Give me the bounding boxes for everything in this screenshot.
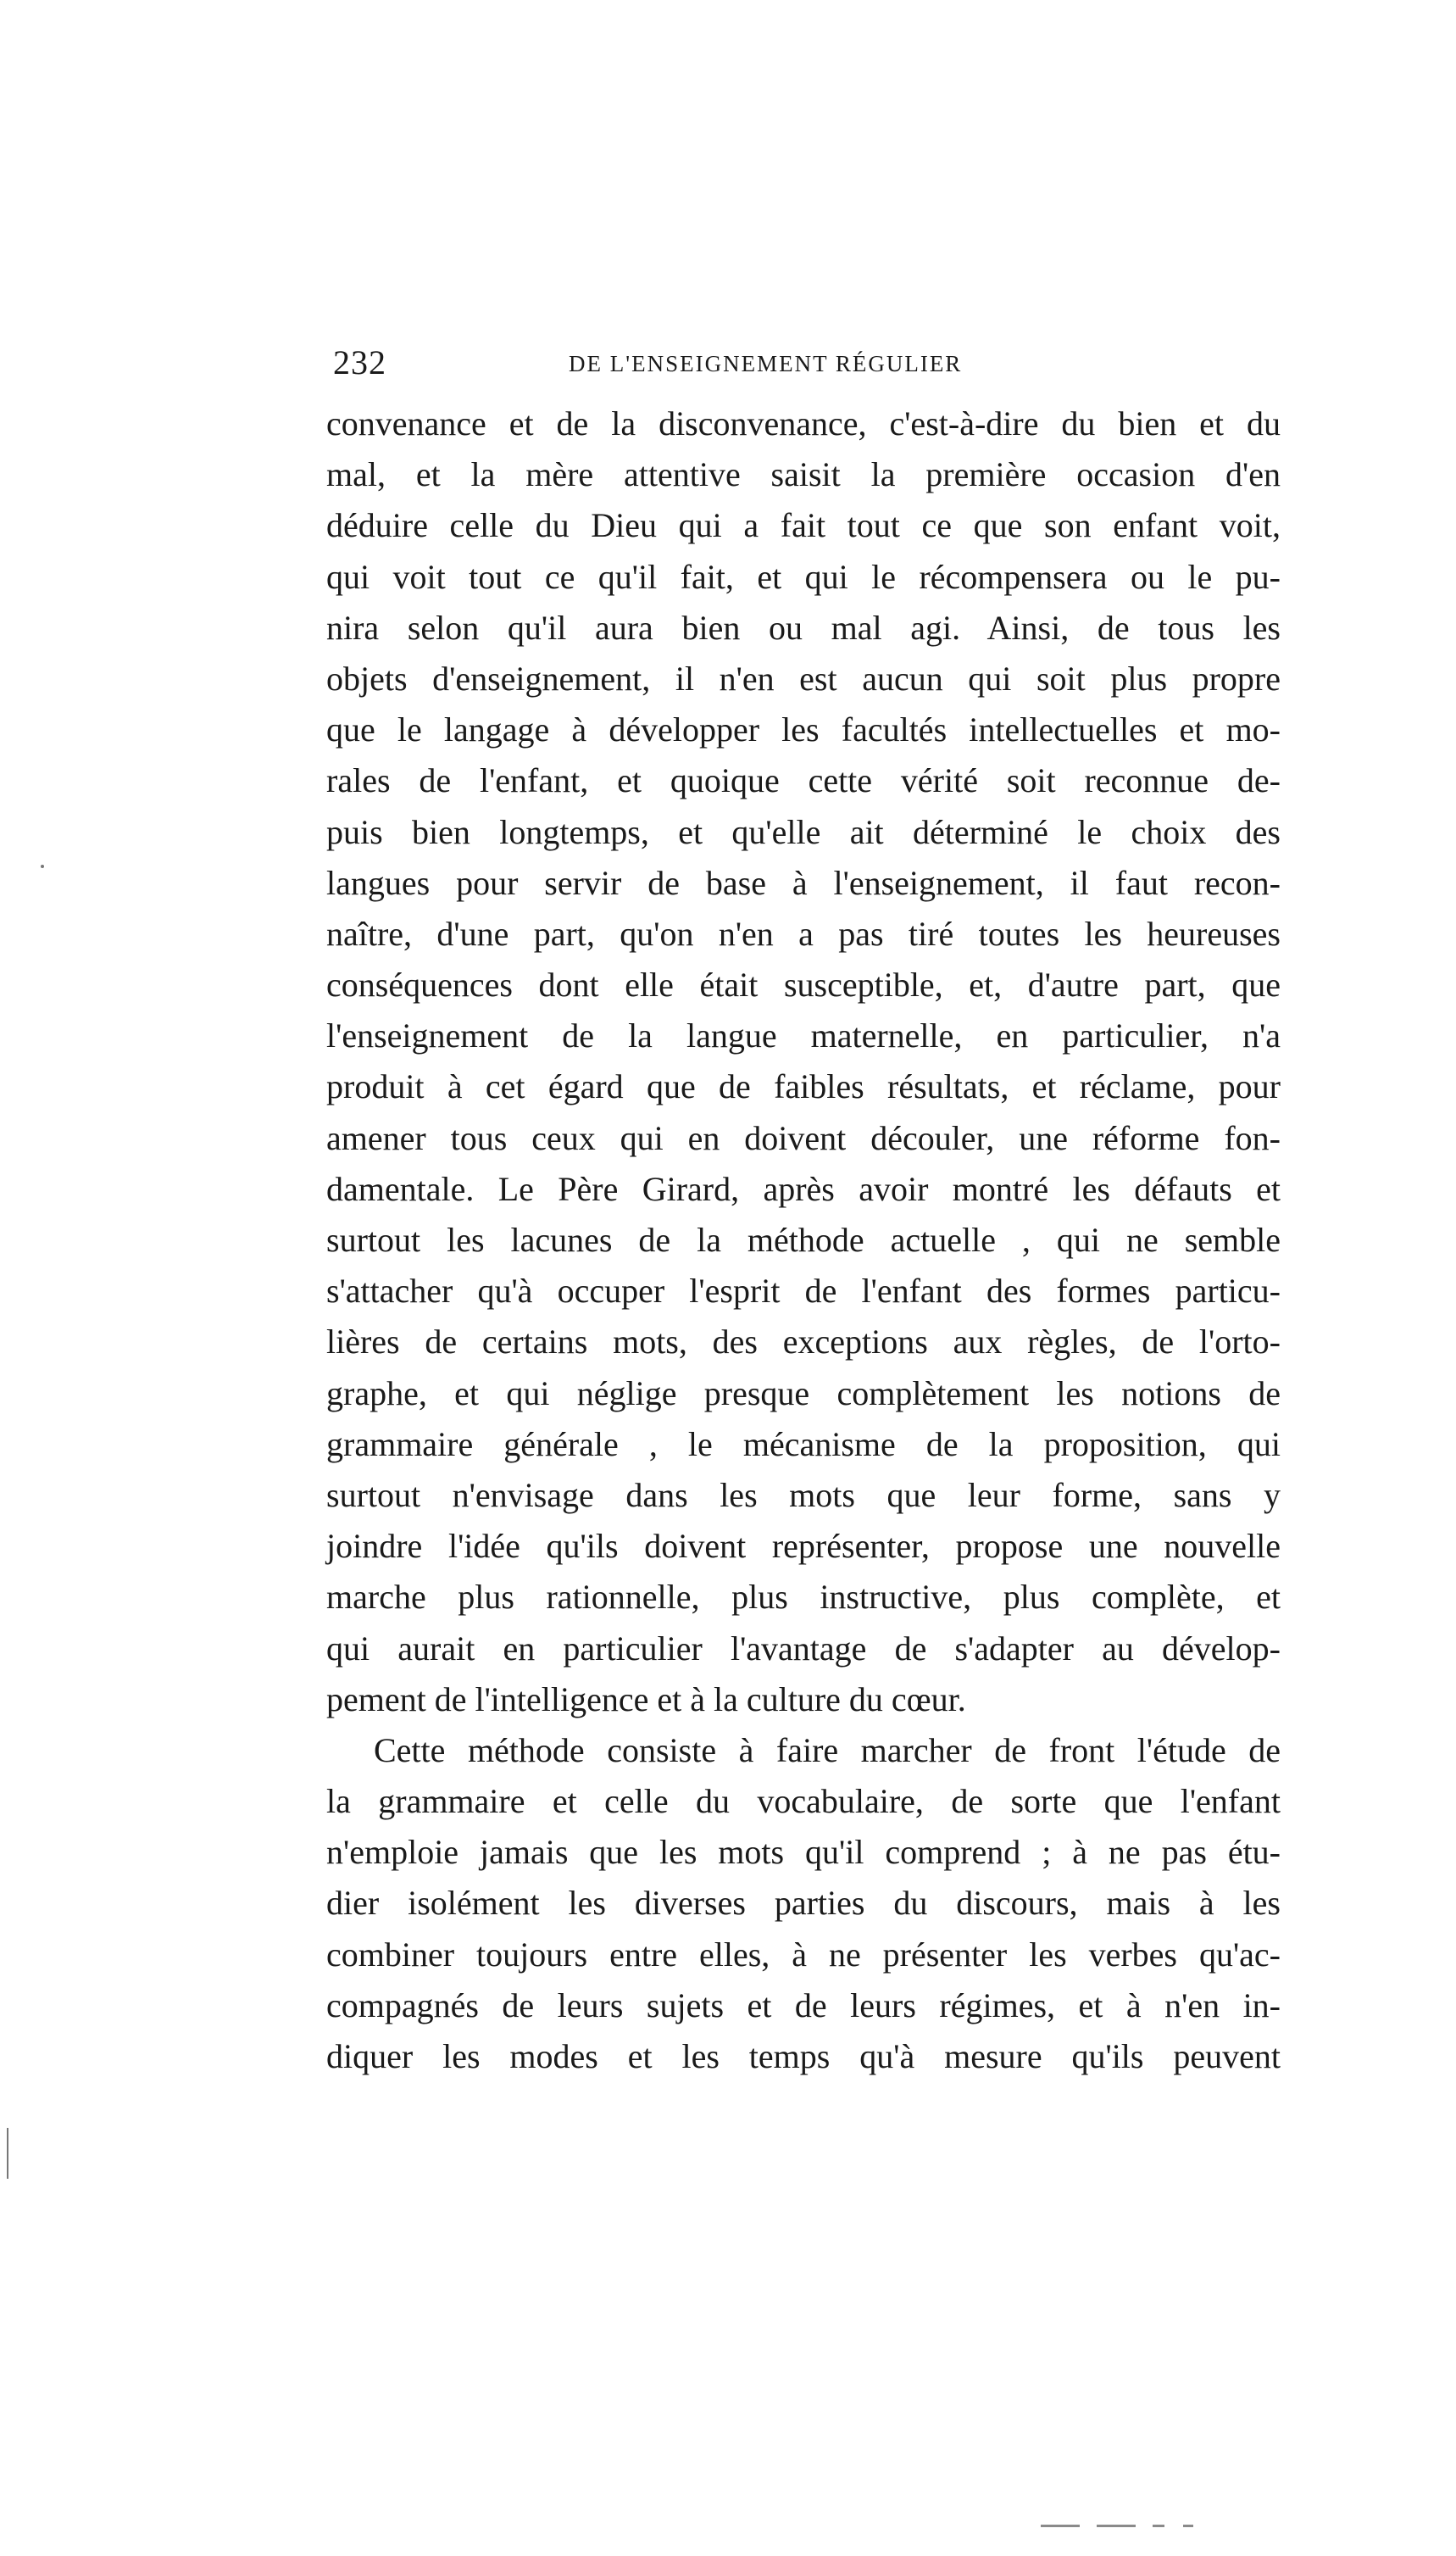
text-line: déduire celle du Dieu qui a fait tout ce que son enfant voit, — [326, 506, 1281, 545]
text-line: surtout n'envisage dans les mots que leur forme, sans y — [326, 1475, 1281, 1514]
text-line: graphe, et qui néglige presque complètement les notions de — [326, 1373, 1281, 1412]
text-line: diquer les modes et les temps qu'à mesure qu'ils peuvent — [326, 2037, 1281, 2075]
text-line: dier isolément les diverses parties du discours, mais à les — [326, 1884, 1281, 1923]
text-line: naître, d'une part, qu'on n'en a pas tiré toutes les heureuses — [326, 914, 1281, 953]
text-line: rales de l'enfant, et quoique cette vérité soit reconnue de- — [326, 761, 1281, 800]
text-line: objets d'enseignement, il n'en est aucun qui soit plus propre — [326, 659, 1281, 698]
text-line: Cette méthode consiste à faire marcher de front l'étude de — [374, 1730, 1281, 1769]
text-line: convenance et de la disconvenance, c'est-à-dire du bien et du — [326, 404, 1281, 443]
scan-artifact — [7, 2128, 8, 2179]
text-line: lières de certains mots, des exceptions aux règles, de l'orto- — [326, 1323, 1281, 1362]
text-line: produit à cet égard que de faibles résultats, et réclame, pour — [326, 1067, 1281, 1106]
text-line: la grammaire et celle du vocabulaire, de sorte que l'enfant — [326, 1782, 1281, 1821]
text-line: joindre l'idée qu'ils doivent représenter, propose une nouvelle — [326, 1527, 1281, 1566]
text-line: damentale. Le Père Girard, après avoir montré les défauts et — [326, 1169, 1281, 1208]
paragraph-2 — [326, 1725, 1281, 2082]
body-text — [326, 398, 1281, 2082]
text-line: conséquences dont elle était susceptible, et, d'autre part, que — [326, 966, 1281, 1005]
text-line: langues pour servir de base à l'enseignement, il faut recon- — [326, 863, 1281, 902]
text-line: marche plus rationnelle, plus instructive, plus complète, et — [326, 1578, 1281, 1617]
page-number: 232 — [333, 343, 386, 381]
text-line: grammaire générale , le mécanisme de la proposition, qui — [326, 1424, 1281, 1463]
text-line: compagnés de leurs sujets et de leurs régimes, et à n'en in- — [326, 1985, 1281, 2024]
text-line: l'enseignement de la langue maternelle, en particulier, n'a — [326, 1016, 1281, 1055]
text-line: mal, et la mère attentive saisit la première occasion d'en — [326, 455, 1281, 494]
text-line: que le langage à développer les facultés intellectuelles et mo- — [326, 710, 1281, 749]
scan-artifact — [41, 865, 44, 868]
text-line: pement de l'intelligence et à la culture du cœur. — [326, 1679, 966, 1718]
paragraph-1 — [326, 398, 1281, 1725]
text-line: combiner toujours entre elles, à ne présenter les verbes qu'ac- — [326, 1935, 1281, 1974]
text-line: qui voit tout ce qu'il fait, et qui le récompensera ou le pu- — [326, 557, 1281, 596]
text-line: puis bien longtemps, et qu'elle ait déterminé le choix des — [326, 812, 1281, 851]
text-line: amener tous ceux qui en doivent découler, une réforme fon- — [326, 1118, 1281, 1157]
text-line: surtout les lacunes de la méthode actuelle , qui ne semble — [326, 1221, 1281, 1259]
footer-rule — [1041, 2525, 1202, 2528]
text-line: n'emploie jamais que les mots qu'il comprend ; à ne pas étu- — [326, 1833, 1281, 1872]
text-line: qui aurait en particulier l'avantage de s'adapter au dévelop- — [326, 1629, 1281, 1668]
text-line: s'attacher qu'à occuper l'esprit de l'enfant des formes particu- — [326, 1272, 1281, 1311]
text-line: nira selon qu'il aura bien ou mal agi. Ainsi, de tous les — [326, 608, 1281, 647]
running-head: DE L'ENSEIGNEMENT RÉGULIER — [569, 351, 963, 376]
page-header — [333, 342, 1281, 384]
